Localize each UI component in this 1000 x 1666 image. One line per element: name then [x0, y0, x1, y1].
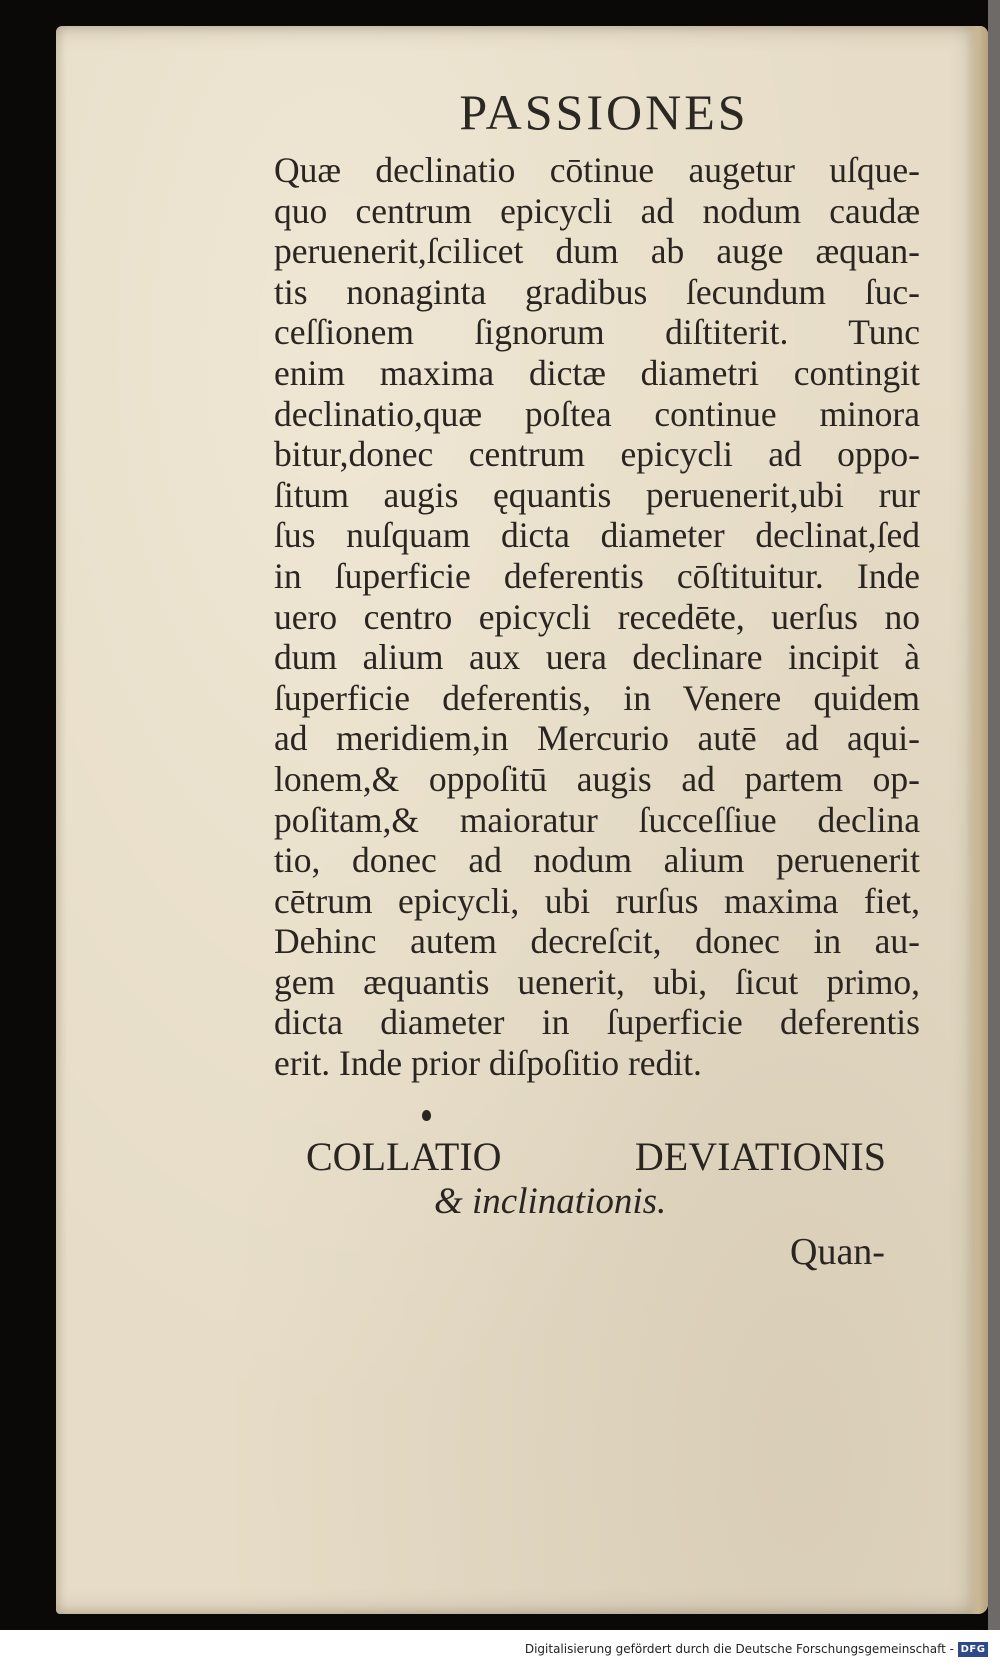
digitization-credit: Digitalisierung gefördert durch die Deutsche Forschungsgemeinschaft -	[524, 1642, 954, 1656]
text-line: ſus nuſquam dicta diameter declinat,ſed	[274, 515, 920, 556]
text-line: lonem,& oppoſitū augis ad partem op-	[274, 758, 920, 799]
text-block	[274, 80, 920, 1084]
text-line: ſuperficie deferentis, in Venere quidem	[274, 677, 920, 718]
text-line: quo centrum epicycli ad nodum caudæ	[274, 190, 920, 231]
text-line: Dehinc autem decreſcit, donec in au-	[274, 921, 920, 962]
text-line: tio, donec ad nodum alium peruenerit	[274, 840, 920, 881]
text-line: dum alium aux uera declinare incipit à	[274, 637, 920, 678]
text-line: declinatio,quæ poſtea continue minora	[274, 393, 920, 434]
text-line: ad meridiem,in Mercurio autē ad aqui-	[274, 718, 920, 759]
text-line: ſitum augis ęquantis peruenerit,ubi rur	[274, 474, 920, 515]
text-line: dicta diameter in ſuperficie deferentis	[274, 1002, 920, 1043]
text-line: in ſuperficie deferentis cōſtituitur. Inde	[274, 555, 920, 596]
page-edge	[966, 26, 988, 1614]
body-text	[274, 150, 920, 1084]
text-line: peruenerit,ſcilicet dum ab auge æquan-	[274, 231, 920, 272]
footer-strip	[0, 1630, 1000, 1666]
text-line: cētrum epicycli, ubi rurſus maxima fiet,	[274, 880, 920, 921]
text-line: Quæ declinatio cōtinue augetur uſque-	[274, 150, 920, 190]
text-line: uero centro epicycli recedēte, uerſus no	[274, 596, 920, 637]
text-line: gem æquantis uenerit, ubi, ſicut primo,	[274, 961, 920, 1002]
text-line: bitur,donec centrum epicycli ad oppo-	[274, 434, 920, 475]
section-title	[306, 1134, 886, 1224]
text-line: tis nonaginta gradibus ſecundum ſuc-	[274, 271, 920, 312]
text-line: enim maxima dictæ diametri contingit	[274, 352, 920, 393]
dfg-logo-icon: DFG	[958, 1642, 988, 1657]
text-line-last: erit. Inde prior diſpoſitio redit.	[274, 1043, 702, 1084]
catchword: Quan-	[790, 1231, 885, 1273]
running-head: PASSIONES	[459, 84, 749, 140]
text-line: poſitam,& maioratur ſucceſſiue declina	[274, 799, 920, 840]
text-line: ceſſionem ſignorum diſtiterit. Tunc	[274, 312, 920, 353]
scan-side-bar	[988, 0, 1000, 1666]
ornament-mark	[422, 1110, 431, 1121]
section-title-line-1: COLLATIO DEVIATIONIS	[306, 1134, 886, 1179]
section-title-line-2: & inclinationis.	[434, 1181, 667, 1222]
